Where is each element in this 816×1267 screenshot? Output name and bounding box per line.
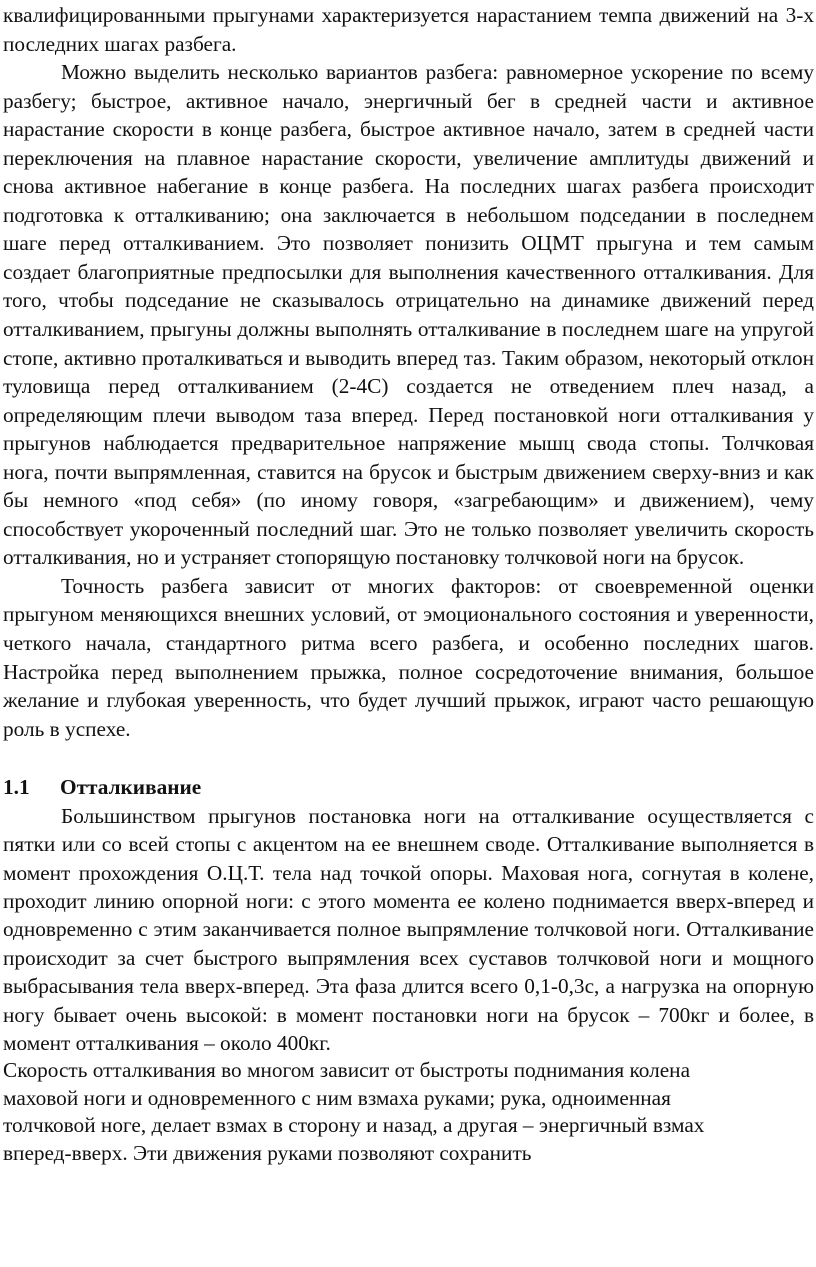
text-line: маховой ноги и одновременного с ним взмаха руками; рука, одноименная: [3, 1085, 671, 1110]
section-number: 1.1: [3, 775, 30, 800]
section-title: Отталкивание: [60, 775, 202, 800]
paragraph: Точность разбега зависит от многих факторов: от своевременной оценки прыгуном меняющихся внешних условий, от эмоционального состояния и уверенности, четкого начала, стандартного ритма всего разбега, и особенно последних шагов. Настройка перед выполнением прыжка, полное сосредоточение внимания, большое желание и глубокая уверенность, что будет лучший прыжок, играют часто решающую роль в успехе.: [3, 573, 814, 741]
paragraph: Можно выделить несколько вариантов разбега: равномерное ускорение по всему разбегу; быстрое, активное начало, энергичный бег в средней части и активное нарастание скорости в конце разбега, быстрое активное начало, затем в средней части переключения на плавное нарастание скорости, увеличение амплитуды движений и снова активное набегание в конце разбега. На последних шагах разбега происходит подготовка к отталкиванию; она заключается в небольшом подседании в последнем шаге перед отталкиванием. Это позволяет понизить ОЦМТ прыгуна и тем самым создает благоприятные предпосылки для выполнения качественного отталкивания. Для того, чтобы подседание не сказывалось отрицательно на динамике движений перед отталкиванием, прыгуны должны выполнять отталкивание в последнем шаге на упругой стопе, активно проталкиваться и выводить вперед таз. Таким образом, некоторый отклон туловища перед отталкиванием (2-4С) создается не отведением плеч назад, а определяющим плечи выводом таза вперед. Перед постановкой ноги отталкивания у прыгунов наблюдается предварительное напряжение мышц свода стопы. Толчковая нога, почти выпрямленная, ставится на брусок и быстрым движением сверху-вниз и как бы немного «под себя» (по иному говоря, «загребающим» и движением), чему способствует укороченный последний шаг. Это не только позволяет увеличить скорость отталкивания, но и устраняет стопорящую постановку толчковой ноги на брусок.: [3, 60, 814, 570]
section-heading: [3, 773, 814, 802]
text-line: толчковой ноге, делает взмах в сторону и назад, а другая – энергичный взмах: [3, 1113, 705, 1138]
paragraph: квалифицированными прыгунами характеризуется нарастанием темпа движений на 3-х последних шагах разбега.: [3, 3, 814, 56]
document-page: [0, 1, 816, 1267]
paragraph: [3, 1057, 814, 1167]
text-line: вперед-вверх. Эти движения руками позволяют сохранить: [3, 1140, 532, 1165]
text-line: Скорость отталкивания во многом зависит от быстроты поднимания колена: [3, 1058, 691, 1083]
paragraph: Большинством прыгунов постановка ноги на отталкивание осуществляется с пятки или со всей стопы с акцентом на ее внешнем своде. Отталкивание выполняется в момент прохождения О.Ц.Т. тела над точкой опоры. Маховая нога, согнутая в колене, проходит линию опорной ноги: с этого момента ее колено поднимается вверх-вперед и одновременно с этим заканчивается полное выпрямление толчковой ноги. Отталкивание происходит за счет быстрого выпрямления всех суставов толчковой ноги и мощного выбрасывания тела вверх-вперед. Эта фаза длится всего 0,1-0,3с, а нагрузка на опорную ногу бывает очень высокой: в момент постановки ноги на брусок – 700кг и более, в момент отталкивания – около 400кг.: [3, 803, 814, 1055]
